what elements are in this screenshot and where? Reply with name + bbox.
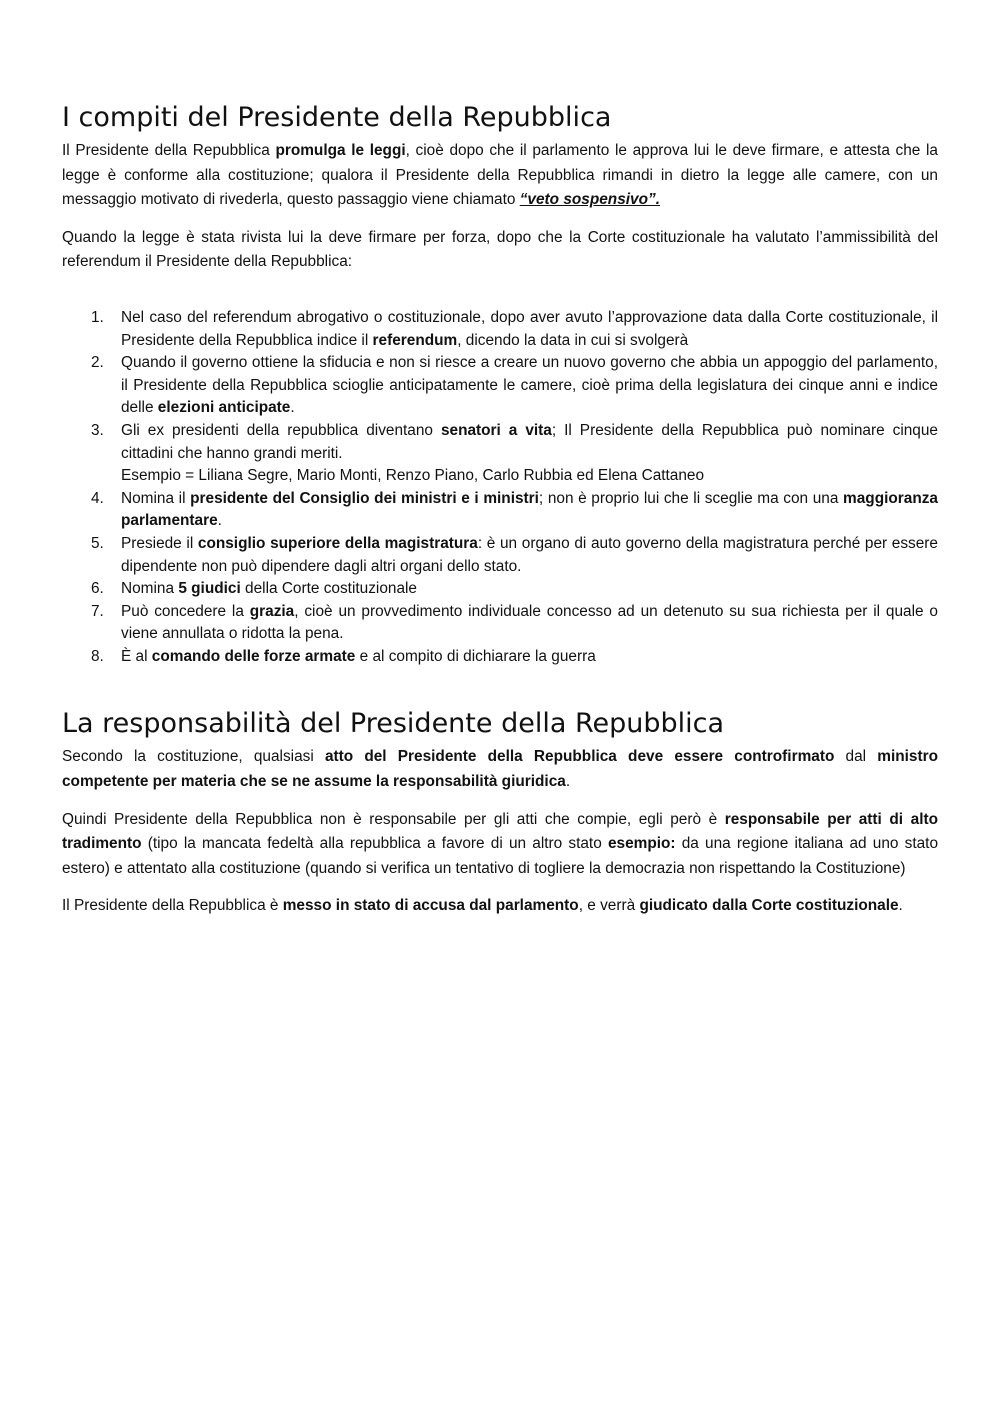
text-run: da una regione italiana ad uno stato estero) e attentato alla costituzione (quando si verifica un tentativo di togliere la democrazia non rispettando la Costituzione) (62, 835, 938, 877)
list-item (62, 646, 938, 669)
bold-text: 5 giudici (178, 580, 241, 598)
paragraph-firma-legge (62, 226, 938, 275)
text-run: . (290, 399, 295, 417)
text-run: dal (834, 748, 878, 766)
text-run: Quando la legge è stata rivista lui la deve firmare per forza, dopo che la Corte costituzionale ha valutato l’ammissibilità del referendum il Presidente della Repubblica: (62, 228, 938, 271)
text-run: Nomina il (121, 489, 191, 507)
list-item-number: 1. (91, 308, 104, 326)
bold-text: esempio: (607, 835, 676, 853)
bold-text: promulga le leggi (275, 142, 406, 159)
bold-text: messo in stato di accusa dal parlamento (282, 897, 579, 915)
text-run: Presiede il (121, 534, 198, 552)
paragraph-controfirma (62, 745, 938, 794)
text-run: , cioè dopo che il parlamento le approva lui le deve firmare, e attesta che la legge è conforme alla costituzione; qualora il Presidente della Repubblica rimandi in dietro la legge alle camere, con un messaggio motivato di rivederla, questo passaggio viene chiamato (62, 142, 938, 209)
bold-text: presidente del Consiglio dei ministri e i ministri (190, 489, 539, 507)
text-run: . (217, 512, 222, 530)
list-item-number: 5. (91, 534, 104, 552)
bold-text: maggioranza parlamentare (121, 489, 938, 530)
list-item (62, 352, 938, 420)
text-run: Nomina (121, 580, 179, 598)
text-run: Può concedere la (121, 602, 250, 620)
text-run: Il Presidente della Repubblica è (62, 897, 283, 915)
text-run: e al compito di dichiarare la guerra (355, 647, 596, 665)
text-run: : è un organo di auto governo della magistratura perché per essere dipendente non può dipendere dagli altri organi dello stato. (121, 534, 938, 575)
text-run: , cioè un provvedimento individuale concesso ad un detenuto su sua richiesta per il quale o viene annullata o ridotta la pena. (121, 602, 938, 643)
text-run: , dicendo la data in cui si svolgerà (457, 331, 689, 349)
bold-text: referendum (372, 331, 458, 349)
bold-text: giudicato dalla Corte costituzionale (639, 897, 899, 915)
bold-text: consiglio superiore della magistratura (197, 534, 478, 552)
section-heading-responsabilita: La responsabilità del Presidente della Repubblica (62, 708, 725, 740)
bold-text: responsabile per atti di alto tradimento (62, 810, 938, 853)
section-heading-compiti: I compiti del Presidente della Repubblica (62, 102, 612, 133)
bold-text: ministro competente per materia che se ne assume la responsabilità giuridica (62, 748, 938, 791)
text-run: ; non è proprio lui che li sceglie ma con una (538, 489, 844, 507)
bold-text: atto del Presidente della Repubblica deve essere controfirmato (324, 748, 835, 766)
bold-text: senatori a vita (440, 421, 552, 439)
document-page (62, 100, 938, 932)
text-run: Nel caso del referendum abrogativo o costituzionale, dopo aver avuto l’approvazione data dalla Corte costituzionale, il Presidente della Repubblica indice il (121, 308, 938, 349)
text-run: , e verrà (578, 897, 640, 915)
list-item-number: 7. (91, 602, 104, 620)
list-item (62, 307, 938, 352)
compiti-list (62, 307, 938, 669)
text-run: ; Il Presidente della Repubblica può nominare cinque cittadini che hanno grandi meriti. (121, 421, 938, 462)
list-item-number: 6. (91, 580, 104, 598)
text-run: Gli ex presidenti della repubblica diventano (121, 421, 441, 439)
bold-text: grazia (249, 602, 295, 620)
text-run: Quindi Presidente della Repubblica non è responsabile per gli atti che compie, egli però è (62, 810, 725, 828)
bold-text: comando delle forze armate (151, 647, 356, 665)
text-run: . (898, 897, 903, 915)
list-item-example: Esempio = Liliana Segre, Mario Monti, Renzo Piano, Carlo Rubbia ed Elena Cattaneo (121, 467, 705, 485)
text-run: Il Presidente della Repubblica (62, 142, 276, 159)
text-run: della Corte costituzionale (240, 580, 417, 598)
text-run: . (565, 773, 571, 791)
list-item (62, 601, 938, 646)
text-run: Secondo la costituzione, qualsiasi (62, 748, 325, 766)
list-item-number: 8. (91, 647, 104, 665)
paragraph-promulgazione (62, 139, 938, 213)
paragraph-stato-accusa (62, 894, 938, 919)
bold-text: elezioni anticipate (157, 399, 291, 417)
text-run: È al (121, 647, 152, 665)
emphasized-term: “veto sospensivo”. (519, 191, 660, 209)
text-run: (tipo la mancata fedeltà alla repubblica a favore di un altro stato (141, 835, 608, 853)
list-item (62, 533, 938, 578)
list-item (62, 420, 938, 488)
text-run: Quando il governo ottiene la sfiducia e non si riesce a creare un nuovo governo che abbia un appoggio del parlamento, il Presidente della Repubblica scioglie anticipatamente le camere, cioè prima della legislatura dei cinque anni e indice delle (121, 354, 938, 417)
list-item (62, 488, 938, 533)
list-item (62, 578, 938, 601)
paragraph-alto-tradimento (62, 808, 938, 882)
list-item-number: 3. (91, 421, 104, 439)
list-item-number: 4. (91, 489, 104, 507)
list-item-number: 2. (91, 354, 104, 372)
